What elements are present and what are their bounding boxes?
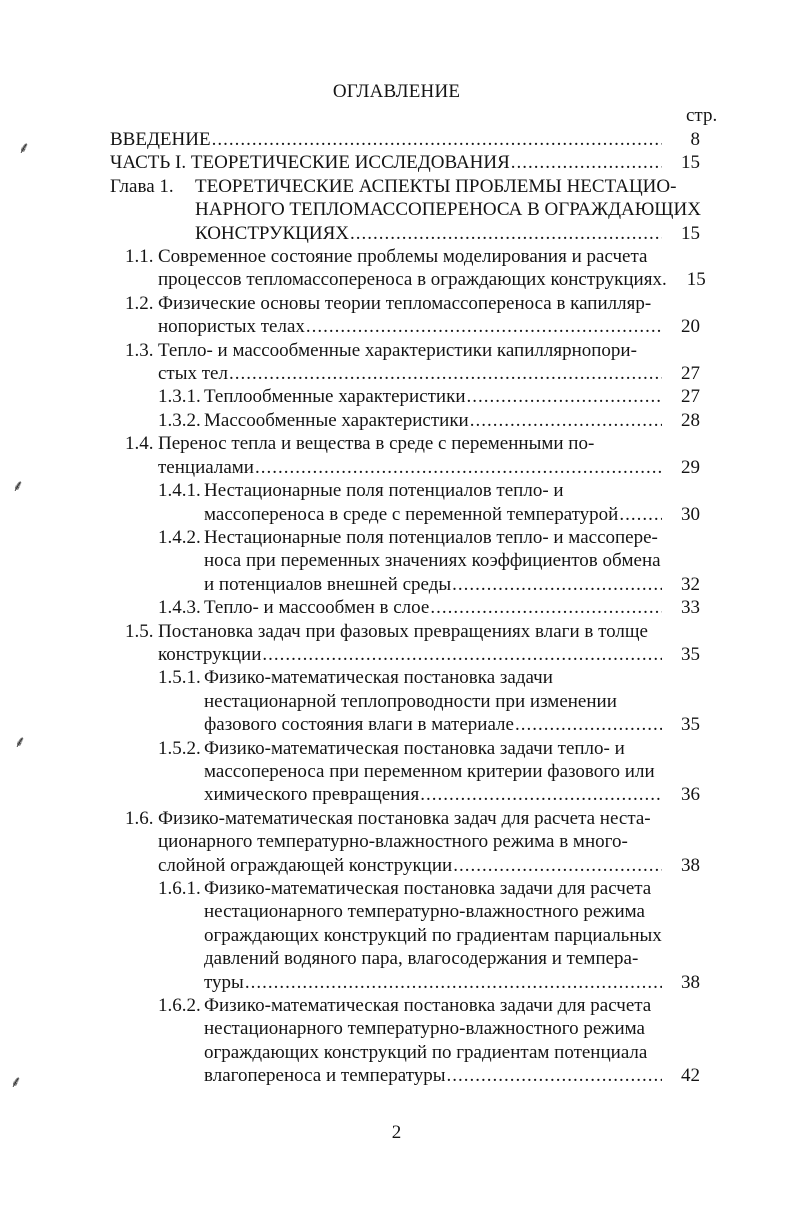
- toc-entry-text: Тепло- и массообменные характеристики капиллярнопори-: [158, 339, 637, 361]
- dot-leader: [618, 503, 662, 526]
- toc-entry: [158, 737, 700, 807]
- toc-entry-number: 1.5.2.: [158, 737, 201, 759]
- toc-entry-text: ограждающих конструкций по градиентам потенциала: [204, 1041, 648, 1063]
- toc-entry-number: 1.5.1.: [158, 667, 201, 689]
- toc-entry-text: процессов тепломассопереноса в ограждающих конструкциях.: [158, 269, 667, 291]
- toc-entry-number: 1.3.2.: [158, 409, 201, 431]
- toc-entry-text: слойной ограждающей конструкции: [158, 854, 453, 876]
- dot-leader: [452, 854, 662, 877]
- toc-entry: [125, 292, 700, 339]
- toc-entry-text: Физико-математическая постановка задач для расчета неста-: [158, 807, 651, 829]
- toc-entry-text: стых тел: [158, 363, 228, 385]
- page-title: ОГЛАВЛЕНИЕ: [332, 81, 461, 102]
- toc-entry: [158, 877, 700, 994]
- toc-entry-text: влагопереноса и температуры: [204, 1065, 446, 1087]
- toc-entry-number: 1.3.: [125, 339, 154, 361]
- toc-entry-number: 1.3.1.: [158, 386, 201, 408]
- toc-entry-page: 38: [681, 971, 700, 993]
- toc-entry-page: 35: [681, 714, 700, 736]
- toc-entry-text: Физико-математическая постановка задачи для расчета: [204, 878, 652, 899]
- toc-entry: [125, 339, 700, 386]
- toc-entry-text: КОНСТРУКЦИЯХ: [195, 222, 349, 244]
- toc-entry-text: Массообменные характеристики: [204, 409, 469, 431]
- toc-entry: [158, 596, 700, 619]
- toc-entry: [125, 432, 700, 479]
- dot-leader: [514, 713, 662, 736]
- toc-entry: [158, 479, 700, 526]
- toc-entry: [110, 175, 700, 245]
- toc-entry-number: 1.4.3.: [158, 597, 201, 619]
- toc-entry: [110, 128, 700, 151]
- toc-entry-page: 36: [681, 784, 700, 806]
- toc-entry-number: 1.6.1.: [158, 878, 201, 899]
- dot-leader: [466, 385, 663, 408]
- toc-entry-page: 15: [681, 222, 700, 244]
- toc-entry: [125, 807, 700, 877]
- toc-entry-text: ционарного температурно-влажностного режима в много-: [158, 831, 628, 853]
- toc-entry-text: ЧАСТЬ I. ТЕОРЕТИЧЕСКИЕ ИССЛЕДОВАНИЯ: [110, 152, 510, 174]
- table-of-contents: [0, 128, 793, 1091]
- toc-entry-page: 15: [686, 269, 706, 291]
- toc-entry-page: 20: [681, 316, 700, 338]
- toc-entry-page: 29: [681, 456, 700, 478]
- toc-entry-text: ВВЕДЕНИЕ: [110, 129, 211, 150]
- dot-leader: [446, 1064, 662, 1087]
- dot-leader: [244, 971, 662, 994]
- toc-entry-text: Физико-математическая постановка задачи тепло- и: [204, 737, 625, 759]
- toc-entry-page: 28: [681, 409, 700, 431]
- toc-entry-text: Постановка задач при фазовых превращениях влаги в толще: [158, 620, 648, 642]
- toc-entry-text: НАРНОГО ТЕПЛОМАССОПЕРЕНОСА В ОГРАЖДАЮЩИХ: [195, 199, 701, 221]
- page-column-label: стр.: [686, 105, 718, 126]
- dot-leader: [261, 643, 662, 666]
- toc-entry: [158, 409, 700, 432]
- toc-entry: [158, 666, 700, 736]
- toc-entry: [110, 151, 700, 174]
- toc-entry-page: 27: [681, 363, 700, 385]
- toc-entry-page: 38: [681, 854, 700, 876]
- toc-entry-text: нестационарного температурно-влажностного режима: [204, 1018, 645, 1040]
- dot-leader: [469, 409, 662, 432]
- toc-entry-page: 27: [681, 386, 700, 408]
- toc-entry-text: Тепло- и массообмен в слое: [204, 597, 430, 619]
- toc-entry-number: 1.1.: [125, 246, 154, 268]
- toc-entry-text: ТЕОРЕТИЧЕСКИЕ АСПЕКТЫ ПРОБЛЕМЫ НЕСТАЦИО-: [195, 175, 677, 197]
- dot-leader: [228, 362, 662, 385]
- toc-entry-text: Нестационарные поля потенциалов тепло- и: [204, 480, 564, 502]
- toc-entry-text: ограждающих конструкций по градиентам парциальных: [204, 924, 662, 946]
- scan-speck-mark: ⸙: [12, 476, 25, 495]
- toc-entry-number: 1.4.1.: [158, 480, 201, 502]
- toc-entry-text: фазового состояния влаги в материале: [204, 714, 514, 736]
- toc-entry: [158, 526, 700, 596]
- toc-entry-number: 1.2.: [125, 292, 154, 314]
- scan-speck-mark: ⸙: [18, 138, 31, 157]
- toc-entry-text: Физико-математическая постановка задачи: [204, 667, 553, 689]
- toc-entry-text: давлений водяного пара, влагосодержания и темпера-: [204, 948, 639, 970]
- toc-entry-text: туры: [204, 971, 244, 993]
- toc-entry-number: Глава 1.: [110, 175, 174, 197]
- toc-entry-text: носа при переменных значениях коэффициентов обмена: [204, 550, 661, 572]
- toc-entry-page: 33: [681, 597, 700, 619]
- toc-entry-page: 32: [681, 573, 700, 595]
- scan-speck-mark: ⸙: [10, 1072, 23, 1091]
- toc-entry-page: 42: [681, 1065, 700, 1087]
- toc-entry-page: 8: [690, 129, 700, 150]
- toc-entry-text: массопереноса в среде с переменной температурой: [204, 503, 619, 525]
- toc-entry-page: 35: [681, 643, 700, 665]
- dot-leader: [254, 456, 662, 479]
- toc-entry-text: конструкции: [158, 643, 262, 665]
- toc-entry-number: 1.6.: [125, 807, 154, 829]
- dot-leader: [211, 128, 662, 151]
- toc-entry-number: 1.6.2.: [158, 995, 201, 1017]
- toc-entry: [125, 620, 700, 667]
- toc-entry-number: 1.4.: [125, 433, 154, 455]
- toc-entry-text: Нестационарные поля потенциалов тепло- и массопере-: [204, 526, 658, 548]
- toc-entry-number: 1.4.2.: [158, 526, 201, 548]
- toc-entry-text: нестационарной теплопроводности при изменении: [204, 690, 617, 712]
- scan-speck-mark: ⸙: [14, 732, 27, 751]
- dot-leader: [429, 596, 662, 619]
- toc-entry-text: нестационарного температурно-влажностного режима: [204, 901, 645, 923]
- toc-entry-text: химического превращения: [204, 784, 420, 806]
- toc-entry-page: 30: [681, 503, 700, 525]
- dot-leader: [349, 222, 662, 245]
- dot-leader: [451, 573, 662, 596]
- dot-leader: [510, 151, 662, 174]
- toc-entry-text: Физико-математическая постановка задачи для расчета: [204, 995, 652, 1017]
- dot-leader: [305, 315, 662, 338]
- toc-entry-text: Теплообменные характеристики: [204, 386, 466, 408]
- toc-entry-text: массопереноса при переменном критерии фазового или: [204, 760, 655, 782]
- page-number: 2: [391, 1122, 402, 1143]
- toc-entry-text: нопористых телах: [158, 316, 305, 338]
- toc-entry-number: 1.5.: [125, 620, 154, 642]
- dot-leader: [419, 783, 662, 806]
- toc-entry-text: Физические основы теории тепломассопереноса в капилляр-: [158, 292, 652, 314]
- toc-entry-text: Современное состояние проблемы моделирования и расчета: [158, 246, 648, 268]
- toc-entry: [158, 994, 700, 1088]
- toc-entry-text: Перенос тепла и вещества в среде с переменными по-: [158, 433, 595, 455]
- toc-entry-text: тенциалами: [158, 456, 254, 478]
- toc-entry: [158, 385, 700, 408]
- toc-entry-text: и потенциалов внешней среды: [204, 573, 452, 595]
- toc-entry: [125, 245, 706, 292]
- toc-entry-page: 15: [681, 152, 700, 174]
